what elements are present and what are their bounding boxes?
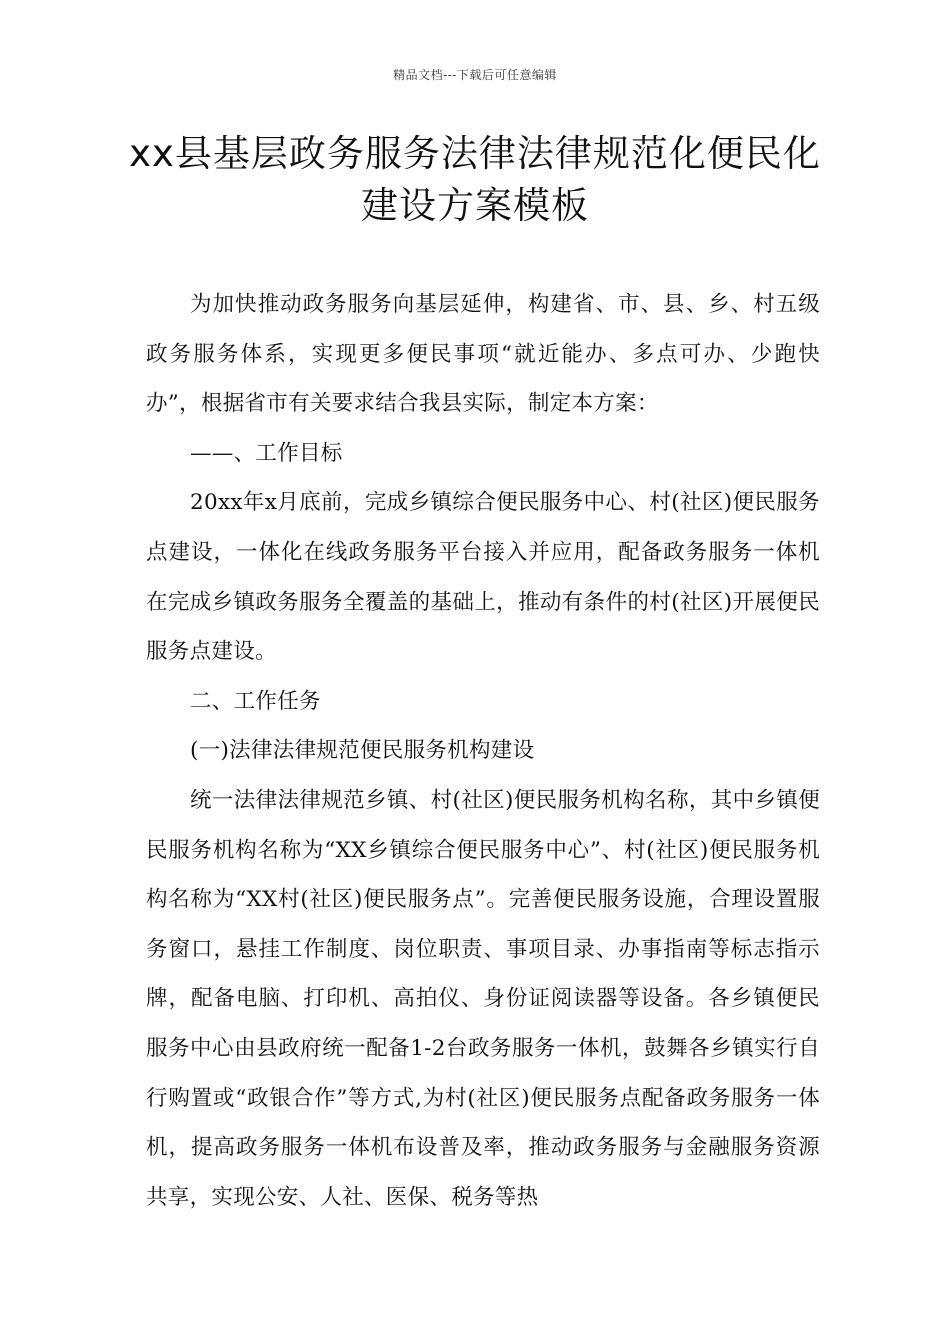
document-title: xx县基层政务服务法律法律规范化便民化建设方案模板	[129, 132, 821, 227]
document-body	[146, 280, 820, 1222]
section-heading-tasks: 二、工作任务	[190, 688, 321, 714]
goals-paragraph: 20xx年x月底前，完成乡镇综合便民服务中心、村(社区)便民服务点建设，一体化在线政务服务平台接入并应用，配备政务服务一体机在完成乡镇政务服务全覆盖的基础上，推动有条件的村(社区)开展便民服务点建设。	[146, 490, 820, 665]
intro-paragraph: 为加快推动政务服务向基层延伸，构建省、市、县、乡、村五级政务服务体系，实现更多便民事项“就近能办、多点可办、少跑快办”，根据省市有关要求结合我县实际，制定本方案：	[146, 292, 820, 417]
institutions-paragraph: 统一法律法律规范乡镇、村(社区)便民服务机构名称，其中乡镇便民服务机构名称为“XX乡镇综合便民服务中心”、村(社区)便民服务机构名称为“XX村(社区)便民服务点”。完善便民服务设施，合理设置服务窗口，悬挂工作制度、岗位职责、事项目录、办事指南等标志指示牌，配备电脑、打印机、高拍仪、身份证阅读器等设备。各乡镇便民服务中心由县政府统一配备1-2台政务服务一体机，鼓舞各乡镇实行自行购置或“政银合作”等方式,为村(社区)便民服务点配备政务服务一体机，提高政务服务一体机布设普及率，推动政务服务与金融服务资源共享，实现公安、人社、医保、税务等热	[146, 787, 820, 1210]
section-heading-goals: ——、工作目标	[190, 440, 343, 466]
header-note: 精品文档---下载后可任意编辑	[393, 68, 557, 82]
subsection-heading-institutions: (一)法律法律规范便民服务机构建设	[190, 738, 535, 764]
